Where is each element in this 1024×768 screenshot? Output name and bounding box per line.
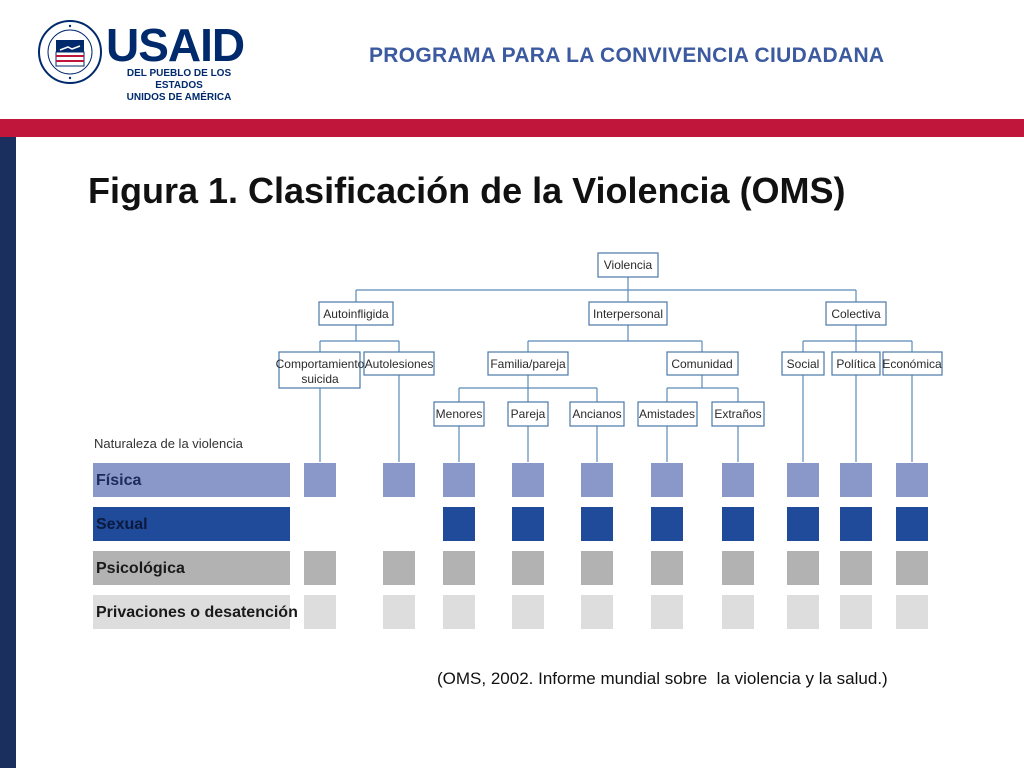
node-interpersonal: [589, 302, 667, 325]
nature-cell: [304, 551, 336, 585]
node-menores: [434, 402, 484, 426]
row-sexual-label: Sexual: [96, 516, 148, 533]
node-social-label: Social: [786, 357, 820, 371]
node-interpersonal-label: Interpersonal: [592, 307, 664, 321]
node-extranos-label: Extraños: [714, 407, 762, 421]
nature-cell: [787, 595, 819, 629]
node-economica-label: Económica: [882, 357, 942, 371]
row-psicologica-label: Psicológica: [96, 560, 185, 577]
nature-cell: [722, 463, 754, 497]
nature-heading: Naturaleza de la violencia: [94, 436, 243, 451]
nature-cell: [512, 463, 544, 497]
nature-cell: [722, 595, 754, 629]
nature-cell: [581, 551, 613, 585]
node-menores-label: Menores: [435, 407, 483, 421]
node-pareja: [508, 402, 548, 426]
node-comportamiento-suicida: [276, 352, 365, 388]
node-comunidad-label: Comunidad: [671, 357, 733, 371]
nature-cell: [512, 507, 544, 541]
node-social: [782, 352, 824, 375]
nature-cell: [722, 507, 754, 541]
nature-cell: [896, 595, 928, 629]
node-autolesiones: [364, 352, 434, 375]
node-violencia-label: Violencia: [603, 258, 653, 272]
node-colectiva: [826, 302, 886, 325]
node-extranos: [712, 402, 764, 426]
slide-title: Figura 1. Clasificación de la Violencia (OMS): [88, 170, 846, 211]
node-autolesiones-label: Autolesiones: [364, 357, 434, 371]
nature-cell: [840, 507, 872, 541]
row-sexual: [93, 507, 290, 541]
nature-cell: [787, 551, 819, 585]
nature-cells: [304, 463, 928, 629]
node-autoinfligida-label: Autoinfligida: [323, 307, 389, 321]
node-pareja-label: Pareja: [510, 407, 546, 421]
node-ancianos: [570, 402, 624, 426]
nature-cell: [443, 463, 475, 497]
nature-cell: [840, 595, 872, 629]
node-familia-pareja: [488, 352, 568, 375]
node-comportamiento-label: Comportamiento: [275, 357, 365, 371]
nature-cell: [896, 463, 928, 497]
nature-cell: [651, 463, 683, 497]
node-comunidad: [667, 352, 738, 375]
nature-cell: [443, 507, 475, 541]
program-name: PROGRAMA PARA LA CONVIVENCIA CIUDADANA: [369, 44, 885, 67]
nature-cell: [443, 551, 475, 585]
nature-cell: [383, 463, 415, 497]
nature-cell: [651, 551, 683, 585]
row-fisica-label: Física: [96, 472, 142, 489]
row-privaciones: [93, 595, 298, 629]
node-politica-label: Política: [836, 357, 876, 371]
nature-cell: [383, 595, 415, 629]
nature-cell: [512, 595, 544, 629]
nature-cell: [896, 551, 928, 585]
usaid-tagline-line2: UNIDOS DE AMÉRICA: [126, 92, 232, 103]
source-citation: (OMS, 2002. Informe mundial sobre la violencia y la salud.): [437, 669, 888, 688]
nature-cell: [787, 507, 819, 541]
usaid-logo-wordmark: USAID: [106, 19, 245, 71]
nature-cell: [304, 595, 336, 629]
row-privaciones-label: Privaciones o desatención: [96, 604, 298, 621]
nature-cell: [651, 507, 683, 541]
nature-cell: [581, 507, 613, 541]
usaid-tagline-line1: DEL PUEBLO DE LOS ESTADOS: [126, 68, 232, 91]
nature-cell: [443, 595, 475, 629]
node-amistades: [638, 402, 697, 426]
nature-cell: [722, 551, 754, 585]
nature-cell: [840, 551, 872, 585]
nature-cell: [512, 551, 544, 585]
node-violencia: [598, 253, 658, 277]
nature-cell: [787, 463, 819, 497]
nature-rows: [93, 463, 298, 629]
nature-cell: [383, 551, 415, 585]
row-psicologica: [93, 551, 290, 585]
nature-cell: [581, 463, 613, 497]
nature-cell: [651, 595, 683, 629]
node-familia-pareja-label: Familia/pareja: [490, 357, 566, 371]
nature-cell: [840, 463, 872, 497]
node-politica: [832, 352, 880, 375]
row-fisica: [93, 463, 290, 497]
nature-cell: [896, 507, 928, 541]
node-amistades-label: Amistades: [638, 407, 696, 421]
node-autoinfligida: [319, 302, 393, 325]
node-suicida-label: suicida: [301, 372, 339, 386]
nature-cell: [304, 463, 336, 497]
node-colectiva-label: Colectiva: [831, 307, 881, 321]
node-economica: [882, 352, 942, 375]
node-ancianos-label: Ancianos: [572, 407, 622, 421]
nature-cell: [581, 595, 613, 629]
